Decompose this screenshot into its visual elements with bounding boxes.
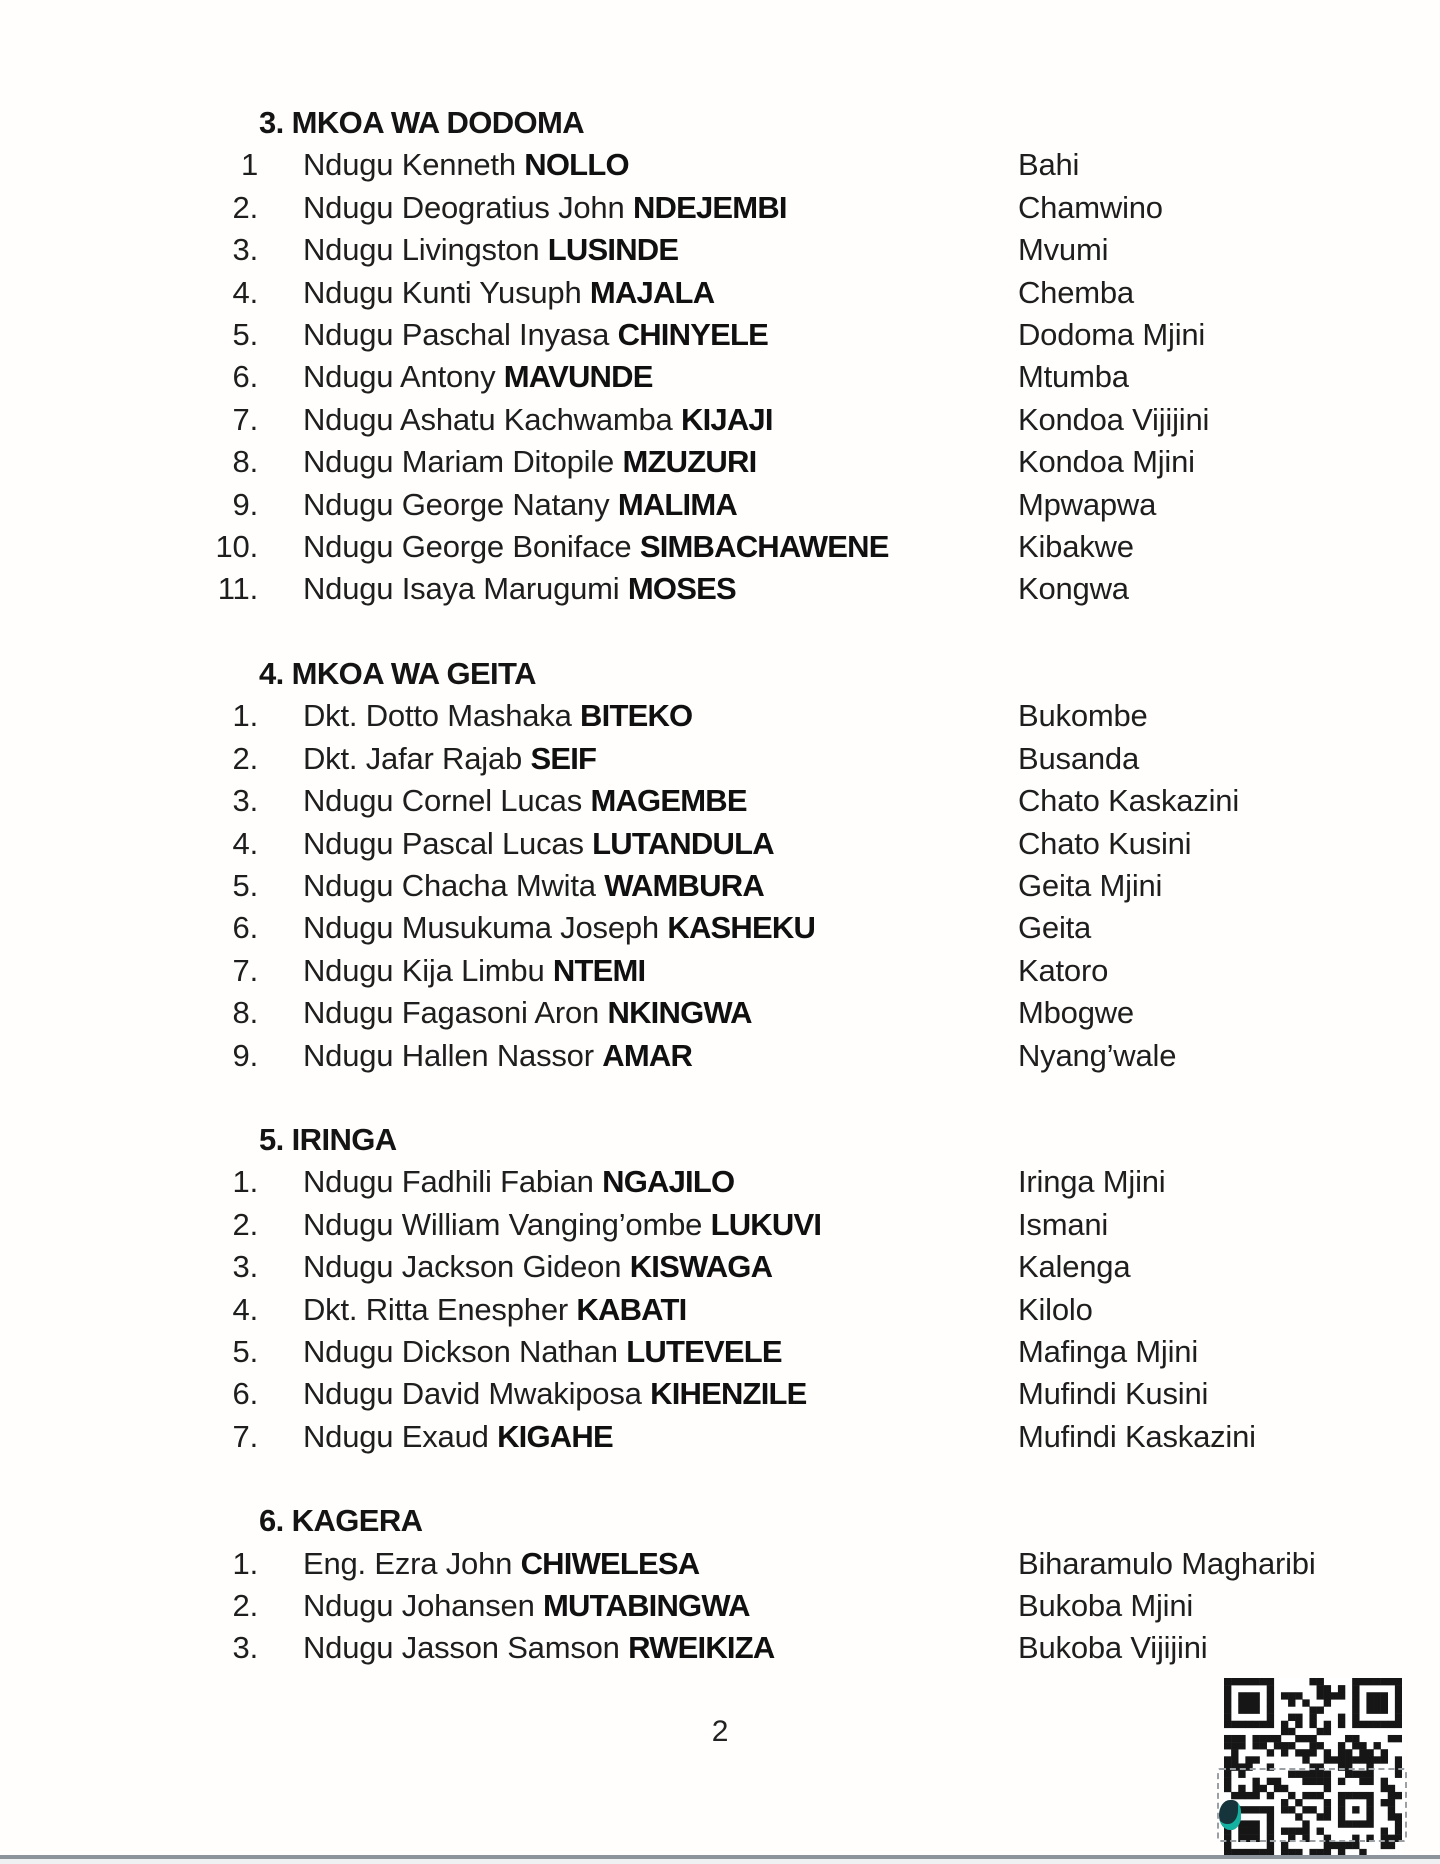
entry-surname: KISWAGA — [629, 1249, 773, 1285]
entry-name: Dkt. Jafar Rajab SEIF — [303, 740, 597, 776]
entry-constituency: Kongwa — [1018, 571, 1129, 607]
entry-constituency: Kondoa Mjini — [1018, 444, 1195, 480]
entry-name: Ndugu David Mwakiposa KIHENZILE — [303, 1376, 807, 1412]
entry-constituency: Mufindi Kaskazini — [1018, 1418, 1256, 1454]
entry-constituency: Geita Mjini — [1018, 867, 1163, 903]
entry-number: 2. — [232, 740, 258, 776]
entry-constituency: Mufindi Kusini — [1018, 1376, 1209, 1412]
entry-surname: KIJAJI — [680, 401, 773, 437]
entry-constituency: Biharamulo Magharibi — [1018, 1545, 1316, 1581]
list-item — [140, 356, 1400, 398]
entry-constituency: Dodoma Mjini — [1018, 317, 1206, 353]
entry-constituency: Kilolo — [1018, 1291, 1093, 1327]
entry-constituency: Bukombe — [1018, 698, 1148, 734]
entry-name: Ndugu Livingston LUSINDE — [303, 232, 679, 268]
list-item — [140, 823, 1400, 865]
section-heading: 4. MKOA WA GEITA — [259, 655, 536, 691]
list-item — [140, 568, 1400, 610]
list-item — [140, 738, 1400, 780]
entry-number: 3. — [232, 1630, 258, 1666]
entry-constituency: Chamwino — [1018, 189, 1163, 225]
region-section — [140, 1119, 1400, 1458]
entry-surname: MALIMA — [617, 486, 737, 522]
entry-surname: MZUZURI — [622, 444, 757, 480]
entry-surname: AMAR — [602, 1037, 693, 1073]
section-heading: 3. MKOA WA DODOMA — [259, 105, 585, 140]
entry-name: Ndugu George Natany MALIMA — [303, 486, 737, 522]
list-item — [140, 695, 1400, 737]
entry-name: Ndugu Antony MAVUNDE — [303, 359, 653, 395]
entry-name: Ndugu Dickson Nathan LUTEVELE — [303, 1333, 782, 1369]
entry-name: Eng. Ezra John CHIWELESA — [303, 1545, 700, 1581]
list-item — [140, 907, 1400, 949]
entry-constituency: Nyang’wale — [1018, 1037, 1177, 1073]
entry-constituency: Bukoba Vijijini — [1018, 1630, 1208, 1666]
region-section — [140, 1500, 1400, 1670]
entry-surname: KASHEKU — [667, 910, 816, 946]
entry-name: Ndugu Jackson Gideon KISWAGA — [303, 1249, 773, 1285]
entry-constituency: Chemba — [1018, 274, 1134, 310]
entry-name: Ndugu Pascal Lucas LUTANDULA — [303, 825, 774, 861]
list-item — [140, 1035, 1400, 1077]
entry-number: 7. — [232, 952, 258, 988]
entry-surname: MAGEMBE — [590, 783, 747, 819]
entry-surname: CHIWELESA — [520, 1545, 700, 1581]
entry-surname: KABATI — [576, 1291, 687, 1327]
entry-number: 7. — [232, 401, 258, 437]
entry-name: Ndugu Paschal Inyasa CHINYELE — [303, 317, 768, 353]
entry-number: 10. — [215, 529, 258, 565]
entry-number: 2. — [232, 1206, 258, 1242]
entry-number: 1. — [232, 698, 258, 734]
entry-surname: SIMBACHAWENE — [639, 529, 889, 565]
entry-surname: MUTABINGWA — [543, 1588, 750, 1623]
entry-constituency: Kibakwe — [1018, 529, 1134, 565]
entry-number: 3. — [232, 232, 258, 268]
list-item — [140, 1246, 1400, 1288]
region-section — [140, 653, 1400, 1077]
list-item — [140, 1373, 1400, 1415]
entry-surname: LUSINDE — [547, 232, 679, 268]
entry-surname: NGAJILO — [602, 1164, 735, 1200]
entry-constituency: Chato Kusini — [1018, 825, 1192, 861]
entry-name: Ndugu Johansen MUTABINGWA — [303, 1588, 750, 1623]
entry-constituency: Kalenga — [1018, 1249, 1131, 1285]
entry-surname: CHINYELE — [617, 317, 768, 353]
region-section — [140, 102, 1400, 611]
entry-number: 7. — [232, 1418, 258, 1454]
entry-name: Ndugu Jasson Samson RWEIKIZA — [303, 1630, 775, 1666]
entry-surname: BITEKO — [580, 698, 693, 734]
entry-constituency: Bukoba Mjini — [1018, 1588, 1194, 1623]
list-item — [140, 1416, 1400, 1458]
entry-number: 1. — [232, 1164, 258, 1200]
entry-name: Ndugu Mariam Ditopile MZUZURI — [303, 444, 757, 480]
entry-number: 5. — [232, 317, 258, 353]
list-item — [140, 229, 1400, 271]
entry-number: 8. — [232, 995, 258, 1031]
entry-name: Ndugu Exaud KIGAHE — [303, 1418, 613, 1454]
entry-number: 3. — [232, 1249, 258, 1285]
entry-constituency: Kondoa Vijijini — [1018, 401, 1210, 437]
entry-number: 9. — [232, 486, 258, 522]
list-item — [140, 526, 1400, 568]
entry-number: 2. — [232, 1588, 258, 1623]
list-item — [140, 272, 1400, 314]
entry-surname: WAMBURA — [604, 867, 764, 903]
list-item — [140, 950, 1400, 992]
list-item — [140, 1289, 1400, 1331]
entry-name: Ndugu Ashatu Kachwamba KIJAJI — [303, 401, 773, 437]
entry-name: Ndugu George Boniface SIMBACHAWENE — [303, 529, 889, 565]
entry-surname: MAVUNDE — [503, 359, 653, 395]
entry-constituency: Ismani — [1018, 1206, 1109, 1242]
list-item — [140, 187, 1400, 229]
entry-name: Ndugu Fagasoni Aron NKINGWA — [303, 995, 752, 1031]
entry-constituency: Mtumba — [1018, 359, 1129, 395]
list-item — [140, 1161, 1400, 1203]
entry-surname: NKINGWA — [607, 995, 752, 1031]
entry-name: Ndugu Hallen Nassor AMAR — [303, 1037, 693, 1073]
entry-name: Ndugu Kija Limbu NTEMI — [303, 952, 646, 988]
entry-surname: SEIF — [530, 740, 597, 776]
entry-name: Ndugu Deogratius John NDEJEMBI — [303, 189, 787, 225]
entry-name: Dkt. Ritta Enespher KABATI — [303, 1291, 687, 1327]
entry-name: Ndugu Fadhili Fabian NGAJILO — [303, 1164, 735, 1200]
entry-surname: RWEIKIZA — [628, 1630, 775, 1666]
entry-constituency: Katoro — [1018, 952, 1109, 988]
list-item — [140, 399, 1400, 441]
list-item — [140, 1331, 1400, 1373]
entry-constituency: Geita — [1018, 910, 1092, 946]
entry-number: 6. — [232, 910, 258, 946]
section-heading: 6. KAGERA — [259, 1503, 423, 1539]
entry-surname: NOLLO — [524, 147, 629, 183]
entry-number: 4. — [232, 274, 258, 310]
selection-marquee — [1217, 1768, 1407, 1842]
entry-surname: LUTANDULA — [592, 825, 774, 861]
list-item — [140, 1204, 1400, 1246]
entry-surname: KIHENZILE — [650, 1376, 807, 1412]
entry-number: 3. — [232, 783, 258, 819]
section-heading: 5. IRINGA — [259, 1121, 397, 1157]
list-item — [140, 1627, 1400, 1669]
entry-surname: KIGAHE — [497, 1418, 613, 1454]
entry-constituency: Bahi — [1018, 147, 1080, 183]
page-bottom-shadow — [0, 1859, 1440, 1864]
entry-number: 2. — [232, 189, 258, 225]
entry-number: 5. — [232, 1333, 258, 1369]
entry-number: 6. — [232, 359, 258, 395]
list-item — [140, 1543, 1400, 1585]
entry-constituency: Mbogwe — [1018, 995, 1134, 1031]
entry-surname: MOSES — [627, 571, 736, 607]
entry-name: Ndugu Kenneth NOLLO — [303, 147, 629, 183]
list-item — [140, 865, 1400, 907]
entry-name: Ndugu Musukuma Joseph KASHEKU — [303, 910, 816, 946]
entry-surname: LUKUVI — [710, 1206, 822, 1242]
entry-surname: NDEJEMBI — [632, 189, 787, 225]
entry-constituency: Chato Kaskazini — [1018, 783, 1240, 819]
list-item — [140, 441, 1400, 483]
list-item — [140, 992, 1400, 1034]
entry-number: 9. — [232, 1037, 258, 1073]
list-item — [140, 780, 1400, 822]
list-item — [140, 484, 1400, 526]
entry-constituency: Busanda — [1018, 740, 1139, 776]
entry-name: Dkt. Dotto Mashaka BITEKO — [303, 698, 693, 734]
page-content — [140, 102, 1400, 1670]
entry-constituency: Mafinga Mjini — [1018, 1333, 1199, 1369]
list-item — [140, 314, 1400, 356]
entry-number: 4. — [232, 825, 258, 861]
entry-name: Ndugu Kunti Yusuph MAJALA — [303, 274, 715, 310]
entry-number: 4. — [232, 1291, 258, 1327]
entry-name: Ndugu Chacha Mwita WAMBURA — [303, 867, 764, 903]
entry-surname: LUTEVELE — [626, 1333, 782, 1369]
list-item — [140, 1585, 1400, 1627]
entry-constituency: Mpwapwa — [1018, 486, 1157, 522]
entry-number: 6. — [232, 1376, 258, 1412]
list-item — [140, 144, 1400, 186]
page-number: 2 — [711, 1715, 729, 1748]
entry-constituency: Mvumi — [1018, 232, 1109, 268]
entry-name: Ndugu Cornel Lucas MAGEMBE — [303, 783, 747, 819]
entry-number: 1. — [232, 1545, 258, 1581]
entry-number: 1 — [240, 147, 258, 183]
entry-number: 8. — [232, 444, 258, 480]
entry-constituency: Iringa Mjini — [1018, 1164, 1166, 1200]
entry-number: 5. — [232, 867, 258, 903]
entry-number: 11. — [217, 571, 258, 607]
entry-surname: MAJALA — [589, 274, 715, 310]
entry-surname: NTEMI — [552, 952, 646, 988]
entry-name: Ndugu William Vanging’ombe LUKUVI — [303, 1206, 822, 1242]
entry-name: Ndugu Isaya Marugumi MOSES — [303, 571, 736, 607]
